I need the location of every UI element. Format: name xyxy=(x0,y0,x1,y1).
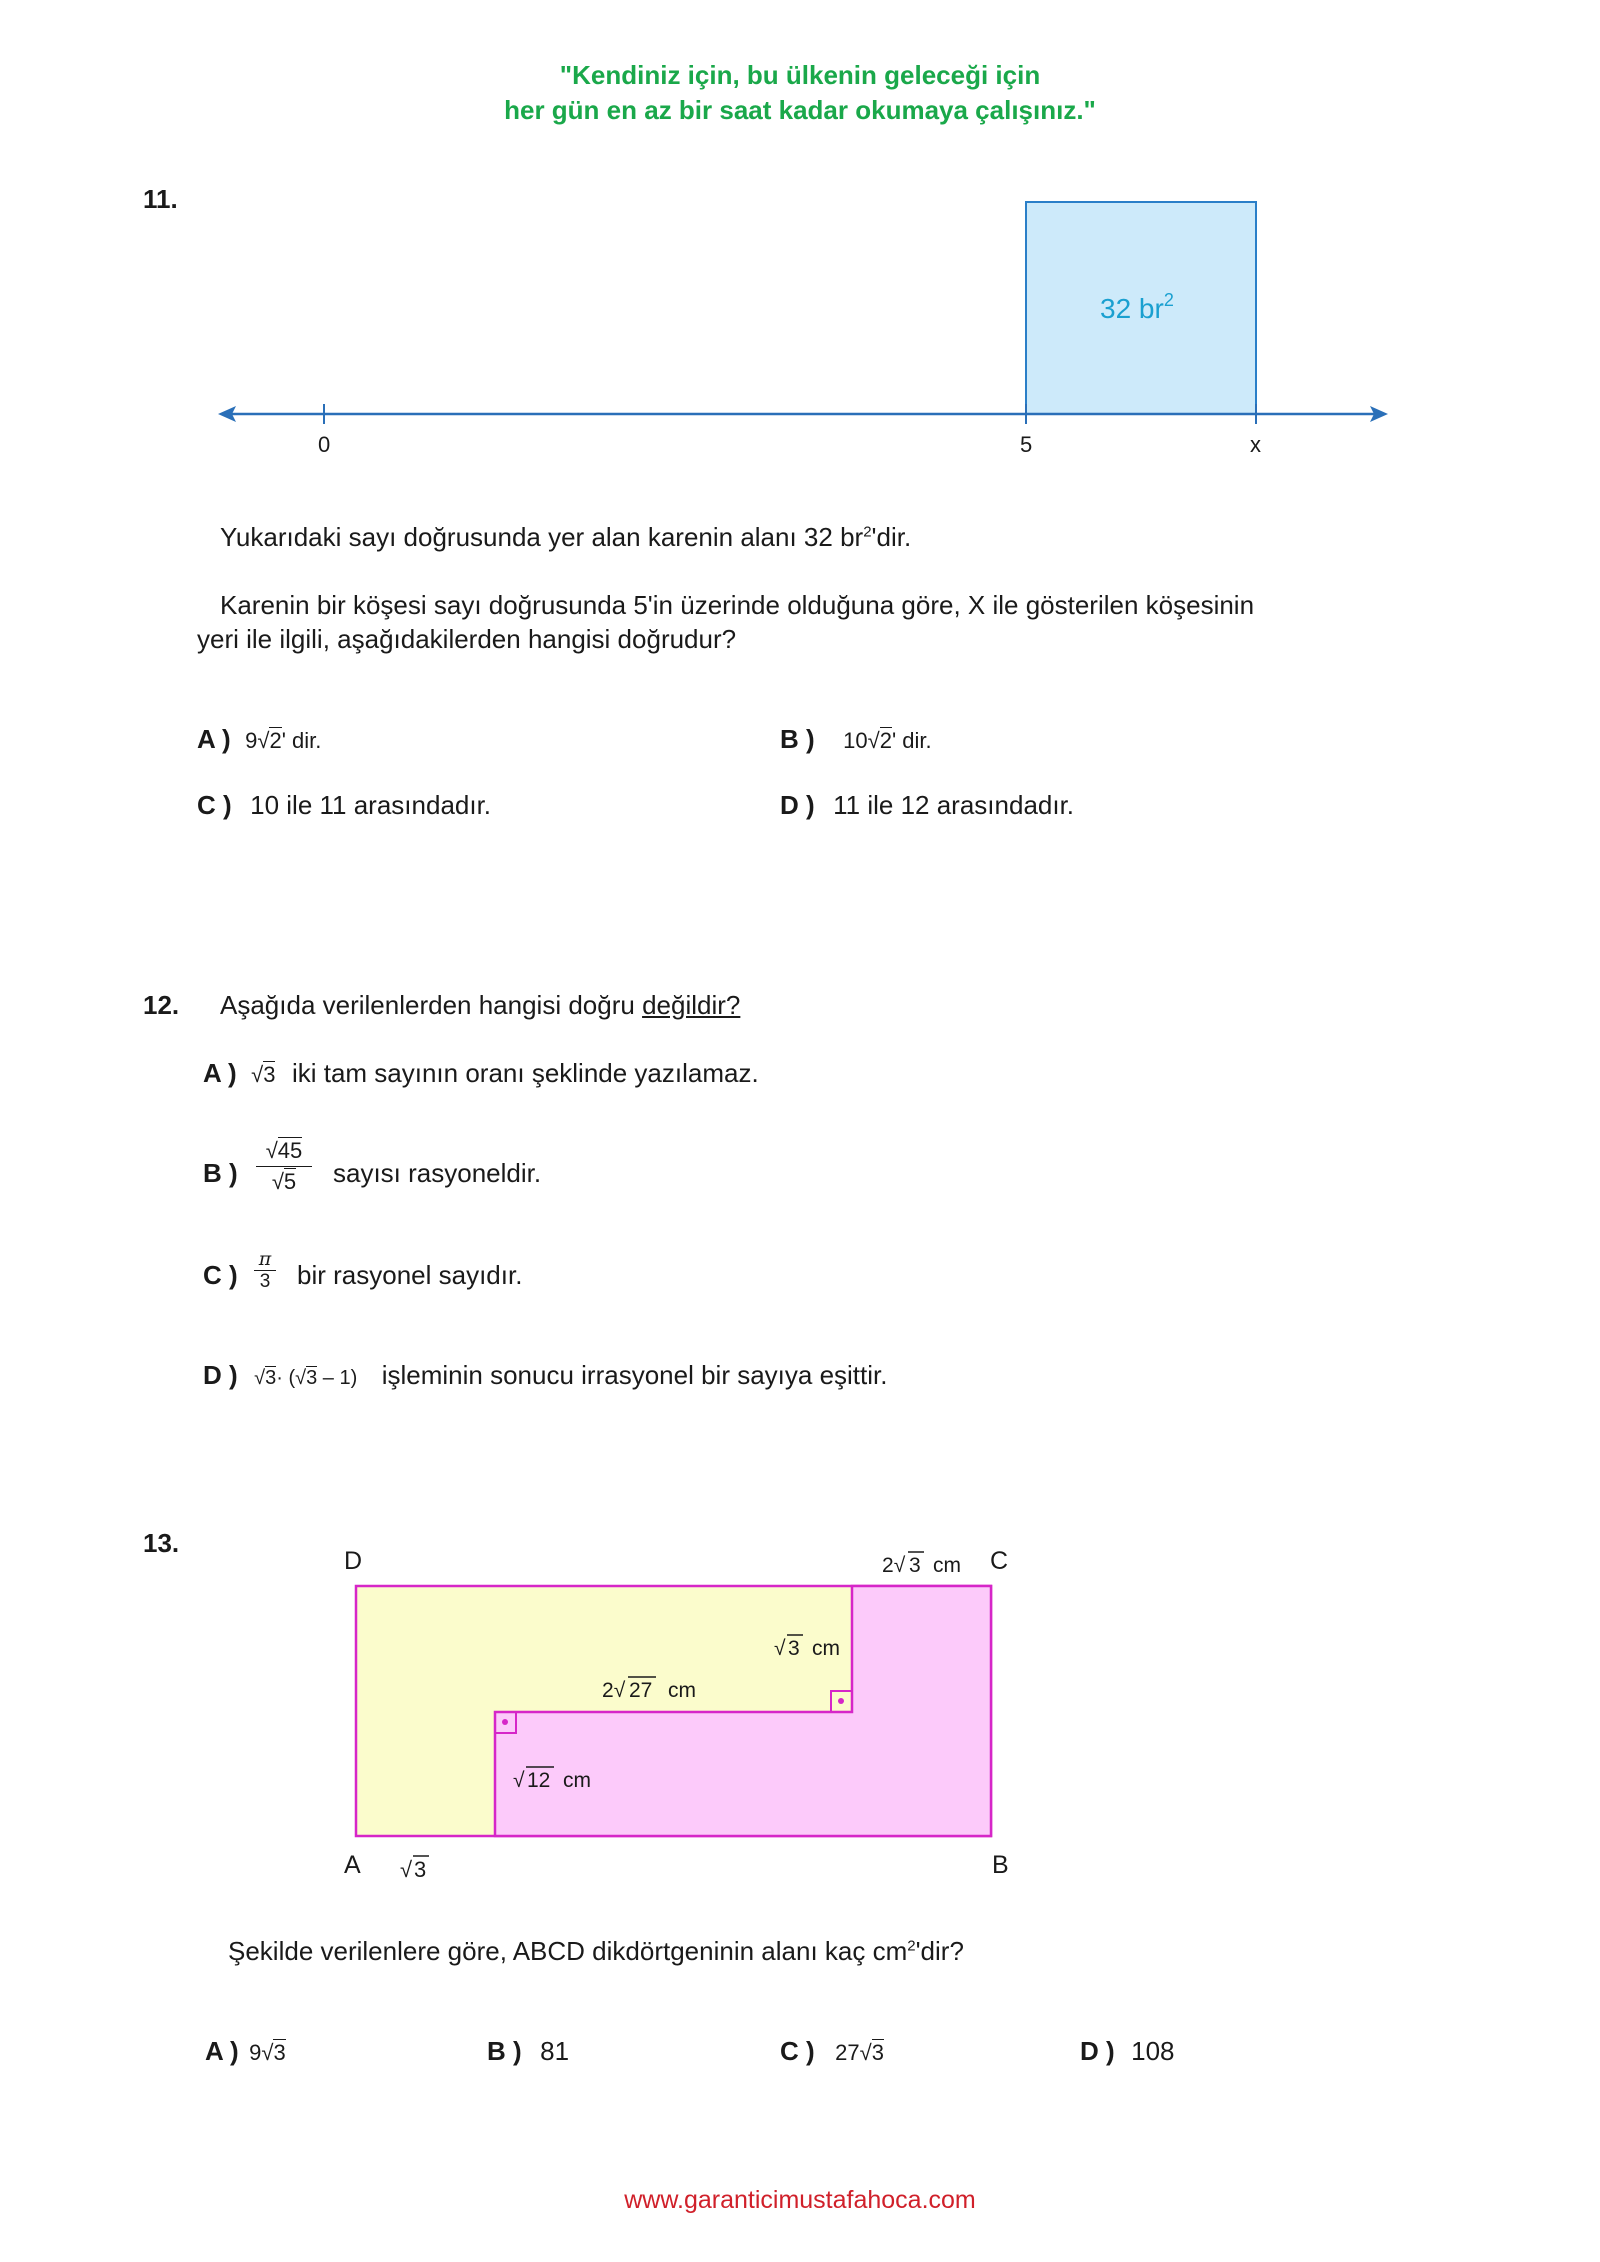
q11-label-0: 0 xyxy=(318,432,331,457)
q11-option-c-label: C ) xyxy=(197,790,232,820)
q11-label-5: 5 xyxy=(1020,432,1033,457)
q12-option-a-expr: √3 xyxy=(251,1062,276,1087)
q12-option-b-fraction: √45 √5 xyxy=(256,1138,312,1195)
q13-vertex-c: C xyxy=(990,1547,1009,1575)
q11-option-a-expr: 9√2' dir. xyxy=(245,728,322,753)
q13-option-a-expr: 9√3 xyxy=(249,2040,286,2065)
motto-line-2: her gün en az bir saat kadar okumaya çalışınız." xyxy=(504,95,1096,125)
q13-option-b[interactable] xyxy=(487,2036,569,2067)
q12-option-b-text: sayısı rasyoneldir. xyxy=(333,1158,542,1188)
q11-number-line-figure xyxy=(0,0,1600,480)
q12-option-b[interactable] xyxy=(203,1158,238,1189)
q11-option-c[interactable] xyxy=(197,790,491,821)
sqrt-sign: √ xyxy=(265,1138,278,1163)
svg-text:√: √ xyxy=(774,1637,786,1660)
q13-vertex-b: B xyxy=(992,1851,1009,1879)
q13-option-c-label: C ) xyxy=(780,2036,815,2066)
q13-option-a-label: A ) xyxy=(205,2036,239,2066)
sqrt-sign: √ xyxy=(271,1169,284,1194)
svg-text:27: 27 xyxy=(629,1679,653,1702)
q11-square-label: 32 $br^2$ xyxy=(1100,290,1174,324)
q13-rectangle-figure xyxy=(0,1500,1600,1900)
q13-label-bottom-left xyxy=(400,1856,429,1882)
q12-stem: Aşağıda verilenlerden hangisi doğru değildir? xyxy=(220,990,741,1020)
svg-text:3: 3 xyxy=(414,1857,427,1882)
q13-stem: Şekilde verilenlere göre, ABCD dikdörtgeninin alanı kaç $cm^2'dir$? xyxy=(228,1936,964,1966)
q13-option-d-text: 108 xyxy=(1131,2036,1175,2066)
q13-right-angle-dot-2 xyxy=(838,1698,844,1704)
q12-option-c-text: bir rasyonel sayıdır. xyxy=(297,1260,523,1290)
q12-option-a-label: A ) xyxy=(203,1058,237,1088)
svg-text:cm: cm xyxy=(812,1637,840,1660)
q11-stem-line-3: yeri ile ilgili, aşağıdakilerden hangisi doğrudur? xyxy=(197,624,737,654)
q11-option-b-expr: 10√2' dir. xyxy=(843,728,932,753)
sqrt-sign: √ xyxy=(261,2040,274,2065)
svg-text:√: √ xyxy=(513,1769,525,1792)
q12-option-c[interactable] xyxy=(203,1260,238,1291)
q13-option-c[interactable] xyxy=(780,2036,884,2067)
question-12-number: 12. xyxy=(143,990,180,1020)
footer-url-link[interactable]: www.garanticimustafahoca.com xyxy=(624,2186,976,2214)
q11-option-c-text: 10 ile 11 arasındadır. xyxy=(250,790,492,820)
q12-option-a-text: iki tam sayının oranı şeklinde yazılamaz. xyxy=(291,1058,759,1088)
q13-option-d[interactable] xyxy=(1080,2036,1175,2067)
q11-option-d[interactable] xyxy=(780,790,1074,821)
q13-vertex-a: A xyxy=(344,1851,361,1879)
svg-text:cm: cm xyxy=(563,1769,591,1792)
svg-text:3: 3 xyxy=(909,1554,921,1577)
q11-label-x: x xyxy=(1250,432,1261,457)
q11-option-a-label: A ) xyxy=(197,724,231,754)
sqrt-sign: √ xyxy=(295,1367,307,1389)
q13-label-horizontal-step xyxy=(602,1677,696,1702)
q11-stem-line-1: Yukarıdaki sayı doğrusunda yer alan karenin alanı 32 $br^2'dir$. xyxy=(220,522,912,552)
sqrt-sign: √ xyxy=(254,1367,266,1389)
q12-option-d[interactable] xyxy=(203,1360,887,1391)
q12-option-d-expr: √3· (√3 – 1) xyxy=(254,1367,358,1389)
question-13-number: 13. xyxy=(143,1528,180,1558)
sqrt-sign: √ xyxy=(251,1062,264,1087)
q13-right-angle-dot-1 xyxy=(502,1719,508,1725)
q12-option-c-label: C ) xyxy=(203,1260,238,1290)
sqrt-sign: √ xyxy=(257,728,270,753)
q11-option-d-label: D ) xyxy=(780,790,815,820)
q13-option-c-expr: 27√3 xyxy=(835,2040,884,2065)
q12-option-d-text: işleminin sonucu irrasyonel bir sayıya eşittir. xyxy=(381,1360,888,1390)
svg-text:cm: cm xyxy=(933,1554,961,1577)
q12-option-c-fraction: π 3 xyxy=(254,1248,276,1293)
svg-text:2√: 2√ xyxy=(882,1554,906,1577)
q11-option-b-label: B ) xyxy=(780,724,815,754)
q12-option-d-label: D ) xyxy=(203,1360,238,1390)
q11-option-a[interactable] xyxy=(197,724,321,755)
sqrt-sign: √ xyxy=(867,728,880,753)
q13-option-b-text: 81 xyxy=(540,2036,570,2066)
svg-text:12: 12 xyxy=(527,1769,551,1792)
sqrt-sign: √ xyxy=(859,2040,872,2065)
q13-vertex-d: D xyxy=(344,1547,363,1575)
q11-stem-line-2: Karenin bir köşesi sayı doğrusunda 5'in üzerinde olduğuna göre, X ile gösterilen köşesinin xyxy=(220,590,1255,620)
q13-option-d-label: D ) xyxy=(1080,2036,1115,2066)
q11-option-d-text: 11 ile 12 arasındadır. xyxy=(833,790,1075,820)
q11-option-b[interactable] xyxy=(780,724,932,755)
q13-option-b-label: B ) xyxy=(487,2036,522,2066)
motto-line-1: "Kendiniz için, bu ülkenin geleceği için xyxy=(559,60,1041,90)
q12-option-b-label: B ) xyxy=(203,1158,238,1188)
svg-text:cm: cm xyxy=(668,1679,696,1702)
q12-option-a[interactable] xyxy=(203,1058,759,1089)
q13-option-a[interactable] xyxy=(205,2036,286,2067)
svg-text:√: √ xyxy=(400,1857,413,1882)
question-11-number: 11. xyxy=(143,184,178,214)
svg-text:2√: 2√ xyxy=(602,1679,626,1702)
svg-text:3: 3 xyxy=(788,1637,800,1660)
q13-label-top-right xyxy=(882,1552,961,1577)
